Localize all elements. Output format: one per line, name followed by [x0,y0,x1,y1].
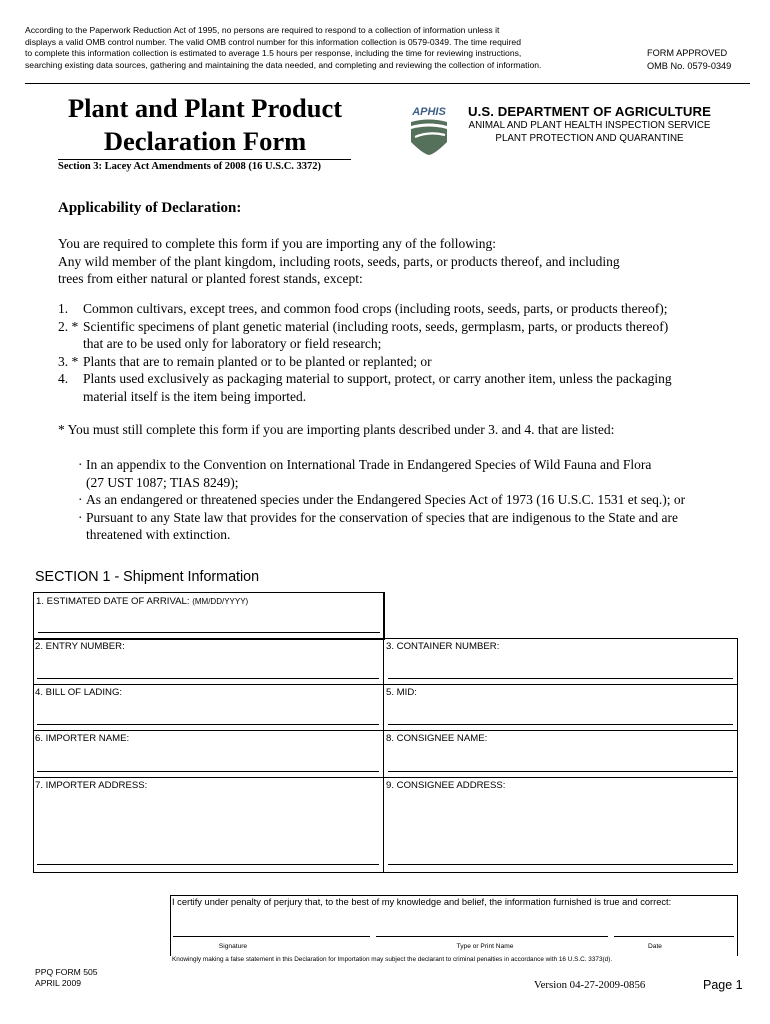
entry-line [388,864,733,865]
field-label: 2. ENTRY NUMBER: [35,641,125,652]
form-approved-block [647,47,731,73]
header-divider [25,83,750,84]
list-item-text: Common cultivars, except trees, and common food crops (including roots, seeds, parts, or products thereof); [83,301,668,316]
entry-line [37,771,379,772]
list-item-text: Plants that are to remain planted or to be planted or replanted; or [83,353,432,369]
field-entry-number[interactable] [33,638,383,684]
program-name: PLANT PROTECTION AND QUARANTINE [495,133,684,144]
list-item [58,353,708,371]
logo-stripe [411,120,447,127]
list-item [58,300,708,318]
page-title [50,92,360,158]
entry-line [388,724,733,725]
intro-line: You are required to complete this form if you are importing any of the following: [58,236,497,251]
must-complete-note: * You must still complete this form if you are importing plants described under 3. and 4. that are listed: [58,422,615,437]
applicability-heading: Applicability of Declaration: [58,200,242,216]
entry-line [37,724,379,725]
bullet-item [78,456,718,491]
field-bill-of-lading[interactable] [33,684,383,730]
aphis-logo-text: APHIS [412,106,446,118]
print-name-label: Type or Print Name [456,943,514,950]
signature-label: Signature [218,943,248,950]
field-label: 8. CONSIGNEE NAME: [386,733,488,744]
title-line-1: Plant and Plant Product [67,93,343,123]
omb-number: OMB No. 0579-0349 [647,61,732,71]
listed-bullets [78,456,718,544]
field-importer-address[interactable] [33,777,383,871]
bullet-glyph: · [78,457,83,472]
bullet-text: As an endangered or threatened species under the Endangered Species Act of 1973 (16 U.S.C. 1531 et seq.); or [86,492,686,507]
entry-line [388,678,733,679]
intro-line: Any wild member of the plant kingdom, including roots, seeds, parts, or products thereof, and including [58,253,620,269]
title-line-2: Declaration Form [103,126,307,156]
field-label: 5. MID: [386,687,417,698]
field-container-number[interactable] [384,638,737,684]
version-label: Version 04-27-2009-0856 [534,979,646,991]
date-label: Date [648,943,662,950]
form-number-block [35,967,98,989]
field-estimated-arrival[interactable] [33,592,385,640]
service-name: ANIMAL AND PLANT HEALTH INSPECTION SERVICE [468,120,711,131]
date-format-hint: (MM/DD/YYYY) [192,597,249,606]
bullet-text: threatened with extinction. [86,527,231,542]
paperwork-line: According to the Paperwork Reduction Act of 1995, no persons are required to respond to a collection of information unless it [25,25,500,35]
agency-block [467,104,712,145]
date-line[interactable] [614,936,734,937]
applicability-intro [58,235,698,288]
field-label: 7. IMPORTER ADDRESS: [35,780,148,791]
list-item-text: Plants used exclusively as packaging material to support, protect, or carry another item, unless the packaging [83,371,672,386]
field-label: 3. CONTAINER NUMBER: [386,641,500,652]
bullet-item [78,509,718,544]
field-label: 4. BILL OF LADING: [35,687,123,698]
list-item [58,318,708,353]
logo-shield [411,127,447,156]
section3-subtitle: Section 3: Lacey Act Amendments of 2008 (16 U.S.C. 3372) [58,161,322,172]
title-divider [58,159,351,160]
form-number: PPQ FORM 505 [35,967,98,977]
list-item-number: 2. * [58,318,79,334]
field-label: 6. IMPORTER NAME: [35,733,130,744]
field-importer-name[interactable] [33,730,383,777]
form-approved-label: FORM APPROVED [647,48,728,58]
false-statement-warning: Knowingly making a false statement in this Declaration for Importation may subject the declarant to criminal penalties in accordance with 16 U.S.C. 3373(d). [172,956,613,963]
list-item-number: 1. [58,301,69,316]
list-item [58,370,708,405]
exception-list [58,300,708,405]
entry-line [37,864,379,865]
page-number: Page 1 [703,978,743,992]
form-date: APRIL 2009 [35,978,82,988]
aphis-logo [405,104,453,156]
bullet-text: In an appendix to the Convention on International Trade in Endangered Species of Wild Fauna and Flora [86,457,652,472]
bullet-glyph: · [78,509,83,525]
list-item-text: Scientific specimens of plant genetic material (including roots, seeds, germplasm, parts, or products thereof) [83,318,669,334]
field-label-text: 1. ESTIMATED DATE OF ARRIVAL: [36,596,190,607]
list-item-text: that are to be used only for laboratory or field research; [83,336,382,351]
paperwork-line: to complete this information collection is estimated to average 1.5 hours per response, including the time for reviewing instructions, [25,48,522,59]
field-label: 9. CONSIGNEE ADDRESS: [386,780,506,791]
paperwork-line: searching existing data sources, gathering and maintaining the data needed, and completing and reviewing the collection of information. [25,59,542,70]
section1-heading: SECTION 1 - Shipment Information [35,569,260,585]
field-consignee-address[interactable] [384,777,737,871]
department-name: U.S. DEPARTMENT OF AGRICULTURE [467,104,712,119]
bullet-text: (27 UST 1087; TIAS 8249); [86,474,239,490]
certification-statement: I certify under penalty of perjury that, to the best of my knowledge and belief, the information furnished is true and correct: [172,897,672,907]
bullet-text: Pursuant to any State law that provides for the conservation of species that are indigenous to the State and are [86,509,678,525]
signature-line[interactable] [173,936,370,937]
paperwork-line: displays a valid OMB control number. The valid OMB control number for this information collection is 0579-0349. The time required [25,36,521,47]
list-item-number: 4. [58,371,69,386]
entry-line [38,632,380,633]
field-label [36,596,248,607]
entry-line [37,678,379,679]
bullet-item [78,491,718,509]
list-item-number: 3. * [58,353,79,369]
field-consignee-name[interactable] [384,730,737,777]
bullet-glyph: · [78,492,83,507]
print-name-line[interactable] [376,936,608,937]
field-mid[interactable] [384,684,737,730]
paperwork-reduction-notice [25,25,635,71]
intro-line: trees from either natural or planted forest stands, except: [58,271,363,286]
list-item-text: material itself is the item being imported. [83,388,307,404]
entry-line [388,771,733,772]
